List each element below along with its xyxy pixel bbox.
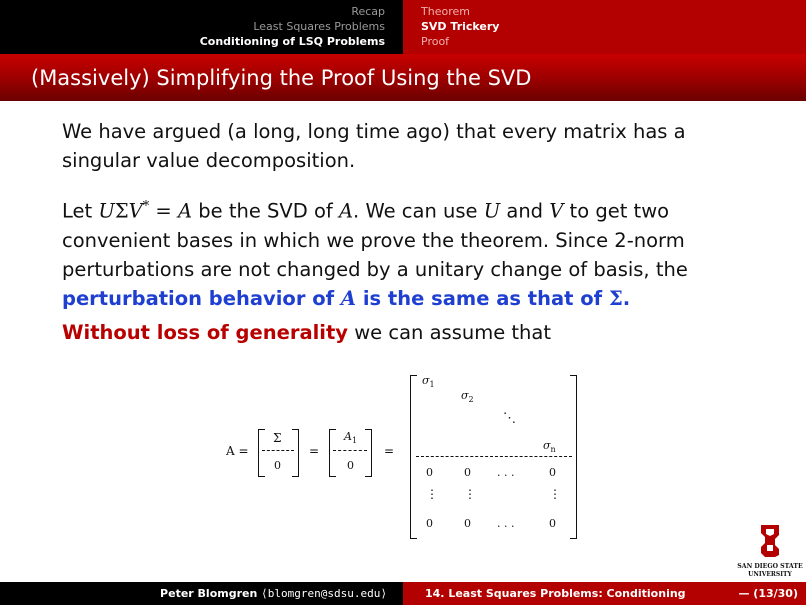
- footer-right: [403, 582, 806, 605]
- math-A: A: [177, 199, 193, 223]
- eq-sigma-2: [461, 389, 474, 404]
- eq-zero-block: 0: [274, 459, 281, 472]
- text: be the SVD of: [192, 199, 339, 223]
- nav-subsection-proof[interactable]: Proof: [421, 35, 450, 48]
- eq-equals: =: [384, 444, 395, 458]
- frame-title-bar: [0, 54, 806, 101]
- emphasis-blue: [62, 287, 630, 310]
- bracket-right: [570, 375, 577, 539]
- text: σ: [543, 439, 551, 452]
- eq-sigma-1: [422, 374, 435, 389]
- block-separator: [416, 456, 572, 457]
- university-logo: [735, 523, 805, 583]
- text: Let: [62, 199, 99, 223]
- text: is the same as that of: [356, 286, 609, 310]
- text: and: [500, 199, 550, 223]
- bracket-left: [258, 429, 265, 477]
- paragraph-line: [62, 192, 688, 226]
- text: σ: [422, 374, 430, 387]
- eq-vdots: ⋮: [464, 487, 476, 501]
- eq-hdots: . . .: [497, 517, 515, 530]
- eq-vdots: ⋮: [549, 487, 561, 501]
- eq-zero: 0: [549, 517, 556, 530]
- eq-Sigma: Σ: [273, 431, 282, 445]
- eq-zero: 0: [426, 466, 433, 479]
- eq-vdots: ⋮: [426, 487, 438, 501]
- eq-equals: =: [309, 444, 320, 458]
- author-name: Peter Blomgren: [160, 587, 258, 600]
- block-separator: [262, 450, 294, 451]
- math-V: V: [549, 199, 564, 223]
- eq-zero: 0: [549, 466, 556, 479]
- svg-text:UNIVERSITY: UNIVERSITY: [748, 571, 792, 578]
- paragraph-line: singular value decomposition.: [62, 149, 356, 172]
- nav-section-conditioning[interactable]: Conditioning of LSQ Problems: [199, 35, 385, 48]
- bracket-right: [365, 429, 372, 477]
- math-equals: =: [149, 199, 178, 223]
- subscript: 2: [468, 395, 474, 405]
- math-star: *: [142, 199, 150, 214]
- eq-A1: [344, 430, 357, 445]
- paragraph-svd-bases: [62, 192, 688, 313]
- eq-zero: 0: [464, 517, 471, 530]
- svg-text:SAN DIEGO STATE: SAN DIEGO STATE: [737, 563, 803, 570]
- math-A: A: [340, 286, 357, 310]
- paragraph-svd-existence: [62, 117, 686, 175]
- bracket-left: [410, 375, 417, 539]
- subscript: n: [550, 445, 556, 455]
- top-navigation: [0, 0, 806, 54]
- text: . We can use: [353, 199, 484, 223]
- footer-author: [160, 587, 387, 600]
- text: .: [622, 286, 631, 310]
- eq-ddots: ⋱: [503, 411, 516, 426]
- footer-talk-title: 14. Least Squares Problems: Conditioning: [425, 587, 686, 600]
- nav-subsection-svd-trickery[interactable]: SVD Trickery: [421, 20, 500, 33]
- paragraph-line: [62, 284, 688, 313]
- emphasis-red: Without loss of generality: [62, 321, 349, 344]
- eq-sigma-n: [543, 439, 556, 454]
- nav-section-recap[interactable]: Recap: [351, 5, 385, 18]
- math-Sigma: Σ: [608, 286, 623, 310]
- math-V: V: [128, 199, 143, 223]
- eq-zero: 0: [426, 517, 433, 530]
- paragraph-wlog: [62, 318, 551, 347]
- footer-page-number: — (13/30): [738, 587, 798, 600]
- frame-title: (Massively) Simplifying the Proof Using the SVD: [31, 66, 532, 90]
- text: A: [344, 430, 352, 443]
- eq-A-equals: A =: [226, 444, 249, 458]
- sdsu-emblem-icon: [735, 523, 805, 579]
- paragraph-line: We have argued (a long, long time ago) that every matrix has a: [62, 120, 686, 143]
- footer: [0, 582, 806, 605]
- text: perturbation behavior of: [62, 286, 341, 310]
- math-U: U: [483, 199, 501, 223]
- bracket-right: [292, 429, 299, 477]
- footer-left: [0, 582, 403, 605]
- author-email[interactable]: ⟨blomgren@sdsu.edu⟩: [261, 587, 387, 600]
- text: we can assume that: [348, 321, 552, 344]
- nav-section-list: [0, 0, 403, 54]
- eq-zero-block: 0: [347, 459, 354, 472]
- paragraph-line: perturbations are not changed by a unitary change of basis, the: [62, 257, 688, 281]
- nav-subsection-theorem[interactable]: Theorem: [421, 5, 470, 18]
- eq-zero: 0: [464, 466, 471, 479]
- paragraph-line: convenient bases in which we prove the theorem. Since 2-norm: [62, 228, 685, 252]
- math-U: U: [98, 199, 115, 223]
- text: σ: [461, 389, 469, 402]
- math-Sigma: Σ: [114, 199, 129, 223]
- subscript: 1: [351, 436, 358, 446]
- bracket-left: [329, 429, 336, 477]
- block-separator: [333, 450, 367, 451]
- eq-hdots: . . .: [497, 466, 515, 479]
- text: to get two: [563, 199, 670, 223]
- nav-section-least-squares[interactable]: Least Squares Problems: [253, 20, 385, 33]
- subscript: 1: [429, 380, 435, 390]
- nav-subsection-list: [403, 0, 806, 54]
- math-A: A: [338, 199, 354, 223]
